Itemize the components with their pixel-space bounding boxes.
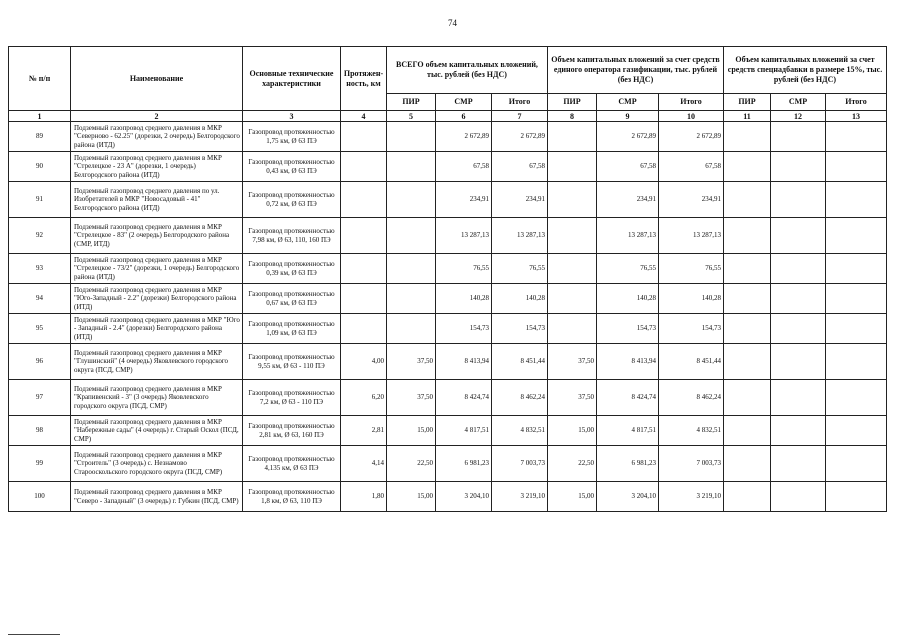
total-pir <box>387 254 436 284</box>
operator-itogo: 8 451,44 <box>659 344 724 380</box>
total-smr: 8 424,74 <box>436 380 492 416</box>
special-itogo <box>826 284 887 314</box>
special-pir <box>724 446 771 482</box>
header-special-investment: Объем капитальных вложений за счет средств спецнадбавки в размере 15%, тыс. рублей (без НДС) <box>724 47 887 94</box>
operator-pir <box>548 284 597 314</box>
total-pir: 22,50 <box>387 446 436 482</box>
technical-characteristics: Газопровод протяженностью 9,55 км, Ø 63 - 110 ПЭ <box>243 344 341 380</box>
total-itogo: 2 672,89 <box>492 122 548 152</box>
special-itogo <box>826 254 887 284</box>
special-itogo <box>826 218 887 254</box>
table-row <box>9 152 887 182</box>
row-number: 90 <box>9 152 71 182</box>
total-itogo: 67,58 <box>492 152 548 182</box>
table-row <box>9 122 887 152</box>
header-itogo: Итого <box>492 94 548 111</box>
object-name: Подземный газопровод среднего давления в МКР "Крапивенский - 3" (3 очередь) Яковлевского городского округа (ПСД, СМР) <box>71 380 243 416</box>
technical-characteristics: Газопровод протяженностью 1,8 км, Ø 63, 110 ПЭ <box>243 482 341 512</box>
operator-pir <box>548 254 597 284</box>
total-smr: 67,58 <box>436 152 492 182</box>
operator-itogo: 3 219,10 <box>659 482 724 512</box>
technical-characteristics: Газопровод протяженностью 7,2 км, Ø 63 - 110 ПЭ <box>243 380 341 416</box>
operator-pir <box>548 314 597 344</box>
table-row <box>9 344 887 380</box>
total-smr: 76,55 <box>436 254 492 284</box>
special-itogo <box>826 314 887 344</box>
length-km: 4,14 <box>341 446 387 482</box>
special-smr <box>771 254 826 284</box>
total-itogo: 8 462,24 <box>492 380 548 416</box>
header-length: Протяжен-ность, км <box>341 47 387 111</box>
object-name: Подземный газопровод среднего давления в МКР "Набережные сады" (4 очередь) г. Старый Оскол (ПСД, СМР) <box>71 416 243 446</box>
technical-characteristics: Газопровод протяженностью 1,09 км, Ø 63 ПЭ <box>243 314 341 344</box>
operator-itogo: 2 672,89 <box>659 122 724 152</box>
total-smr: 2 672,89 <box>436 122 492 152</box>
special-itogo <box>826 182 887 218</box>
column-number: 10 <box>659 111 724 122</box>
technical-characteristics: Газопровод протяженностью 0,72 км, Ø 63 ПЭ <box>243 182 341 218</box>
operator-smr: 4 817,51 <box>597 416 659 446</box>
total-itogo: 154,73 <box>492 314 548 344</box>
special-smr <box>771 122 826 152</box>
column-number: 13 <box>826 111 887 122</box>
object-name: Подземный газопровод среднего давления в МКР "Юго - Западный - 2.4" (дорезки) Белгородского района (ИТД) <box>71 314 243 344</box>
row-number: 95 <box>9 314 71 344</box>
special-itogo <box>826 344 887 380</box>
special-pir <box>724 254 771 284</box>
operator-smr: 6 981,23 <box>597 446 659 482</box>
header-operator-investment: Объем капитальных вложений за счет средств единого оператора газификации, тыс. рублей (без НДС) <box>548 47 724 94</box>
special-smr <box>771 344 826 380</box>
column-number: 2 <box>71 111 243 122</box>
total-itogo: 140,28 <box>492 284 548 314</box>
object-name: Подземный газопровод среднего давления в МКР "Строитель" (3 очередь) с. Незнамово Старооскольского городского округа (ПСД, СМР) <box>71 446 243 482</box>
column-number: 3 <box>243 111 341 122</box>
row-number: 93 <box>9 254 71 284</box>
row-number: 96 <box>9 344 71 380</box>
total-itogo: 8 451,44 <box>492 344 548 380</box>
column-number: 6 <box>436 111 492 122</box>
operator-pir <box>548 152 597 182</box>
special-itogo <box>826 380 887 416</box>
header-pir: ПИР <box>548 94 597 111</box>
column-number: 9 <box>597 111 659 122</box>
special-smr <box>771 314 826 344</box>
total-smr: 4 817,51 <box>436 416 492 446</box>
header-characteristics: Основные технические характеристики <box>243 47 341 111</box>
length-km <box>341 182 387 218</box>
length-km <box>341 218 387 254</box>
total-pir: 37,50 <box>387 380 436 416</box>
special-smr <box>771 284 826 314</box>
header-name: Наименование <box>71 47 243 111</box>
total-smr: 234,91 <box>436 182 492 218</box>
special-pir <box>724 152 771 182</box>
operator-pir <box>548 122 597 152</box>
length-km: 1,80 <box>341 482 387 512</box>
row-number: 97 <box>9 380 71 416</box>
special-smr <box>771 446 826 482</box>
technical-characteristics: Газопровод протяженностью 0,39 км, Ø 63 ПЭ <box>243 254 341 284</box>
technical-characteristics: Газопровод протяженностью 4,135 км, Ø 63 ПЭ <box>243 446 341 482</box>
special-pir <box>724 344 771 380</box>
special-smr <box>771 416 826 446</box>
operator-smr: 2 672,89 <box>597 122 659 152</box>
special-smr <box>771 380 826 416</box>
column-number-row <box>9 111 887 122</box>
table-row <box>9 482 887 512</box>
table-row <box>9 182 887 218</box>
column-number: 8 <box>548 111 597 122</box>
special-itogo <box>826 122 887 152</box>
operator-itogo: 234,91 <box>659 182 724 218</box>
total-pir <box>387 182 436 218</box>
operator-itogo: 13 287,13 <box>659 218 724 254</box>
header-pir: ПИР <box>387 94 436 111</box>
total-itogo: 13 287,13 <box>492 218 548 254</box>
header-total-investment: ВСЕГО объем капитальных вложений, тыс. рублей (без НДС) <box>387 47 548 94</box>
technical-characteristics: Газопровод протяженностью 0,43 км, Ø 63 ПЭ <box>243 152 341 182</box>
special-smr <box>771 182 826 218</box>
object-name: Подземный газопровод среднего давления в МКР "Стрелецкое - 73/2" (дорезки, 1 очередь) Белгородского района (ИТД) <box>71 254 243 284</box>
special-pir <box>724 284 771 314</box>
total-pir: 37,50 <box>387 344 436 380</box>
operator-itogo: 8 462,24 <box>659 380 724 416</box>
header-itogo: Итого <box>659 94 724 111</box>
object-name: Подземный газопровод среднего давления в МКР "Северново - 62.25" (дорезки, 2 очередь) Белгородского района (ИТД) <box>71 122 243 152</box>
table-row <box>9 446 887 482</box>
operator-itogo: 140,28 <box>659 284 724 314</box>
special-smr <box>771 482 826 512</box>
table-row <box>9 254 887 284</box>
special-smr <box>771 218 826 254</box>
total-smr: 6 981,23 <box>436 446 492 482</box>
special-itogo <box>826 482 887 512</box>
total-pir: 15,00 <box>387 482 436 512</box>
operator-smr: 67,58 <box>597 152 659 182</box>
column-number: 12 <box>771 111 826 122</box>
technical-characteristics: Газопровод протяженностью 1,75 км, Ø 63 ПЭ <box>243 122 341 152</box>
special-pir <box>724 416 771 446</box>
total-itogo: 7 003,73 <box>492 446 548 482</box>
operator-pir: 15,00 <box>548 482 597 512</box>
table-row <box>9 314 887 344</box>
technical-characteristics: Газопровод протяженностью 2,81 км, Ø 63, 160 ПЭ <box>243 416 341 446</box>
operator-smr: 8 424,74 <box>597 380 659 416</box>
operator-pir: 22,50 <box>548 446 597 482</box>
capital-investment-table <box>8 46 887 512</box>
header-itogo: Итого <box>826 94 887 111</box>
operator-smr: 140,28 <box>597 284 659 314</box>
column-number: 5 <box>387 111 436 122</box>
length-km <box>341 122 387 152</box>
footer-rule <box>8 634 60 635</box>
row-number: 99 <box>9 446 71 482</box>
operator-itogo: 67,58 <box>659 152 724 182</box>
length-km: 6,20 <box>341 380 387 416</box>
object-name: Подземный газопровод среднего давления по ул. Изобретателей в МКР "Новосадовый - 41" Белгородского района (ИТД) <box>71 182 243 218</box>
total-itogo: 234,91 <box>492 182 548 218</box>
length-km: 2,81 <box>341 416 387 446</box>
table-row <box>9 416 887 446</box>
operator-smr: 3 204,10 <box>597 482 659 512</box>
column-number: 7 <box>492 111 548 122</box>
operator-smr: 8 413,94 <box>597 344 659 380</box>
total-pir <box>387 122 436 152</box>
row-number: 89 <box>9 122 71 152</box>
special-pir <box>724 482 771 512</box>
special-pir <box>724 218 771 254</box>
object-name: Подземный газопровод среднего давления в МКР "Юго-Западный - 2.2" (дорезки) Белгородского района (ИТД) <box>71 284 243 314</box>
operator-smr: 13 287,13 <box>597 218 659 254</box>
operator-pir: 37,50 <box>548 380 597 416</box>
object-name: Подземный газопровод среднего давления в МКР "Глушинский" (4 очередь) Яковлевского городского округа (ПСД, СМР) <box>71 344 243 380</box>
operator-itogo: 154,73 <box>659 314 724 344</box>
total-pir: 15,00 <box>387 416 436 446</box>
operator-pir <box>548 218 597 254</box>
operator-smr: 234,91 <box>597 182 659 218</box>
operator-smr: 154,73 <box>597 314 659 344</box>
page-number: 74 <box>448 18 457 28</box>
total-smr: 3 204,10 <box>436 482 492 512</box>
technical-characteristics: Газопровод протяженностью 0,67 км, Ø 63 ПЭ <box>243 284 341 314</box>
special-itogo <box>826 446 887 482</box>
total-smr: 13 287,13 <box>436 218 492 254</box>
total-itogo: 4 832,51 <box>492 416 548 446</box>
total-itogo: 3 219,10 <box>492 482 548 512</box>
operator-pir: 15,00 <box>548 416 597 446</box>
operator-pir: 37,50 <box>548 344 597 380</box>
special-itogo <box>826 416 887 446</box>
operator-smr: 76,55 <box>597 254 659 284</box>
row-number: 100 <box>9 482 71 512</box>
table-row <box>9 218 887 254</box>
special-smr <box>771 152 826 182</box>
length-km <box>341 152 387 182</box>
header-smr: СМР <box>771 94 826 111</box>
length-km <box>341 284 387 314</box>
header-smr: СМР <box>436 94 492 111</box>
total-smr: 154,73 <box>436 314 492 344</box>
row-number: 92 <box>9 218 71 254</box>
length-km: 4,00 <box>341 344 387 380</box>
object-name: Подземный газопровод среднего давления в МКР "Стрелецкое - 23 А" (дорезки, 1 очередь) Белгородского района (ИТД) <box>71 152 243 182</box>
header-num: № п/п <box>9 47 71 111</box>
technical-characteristics: Газопровод протяженностью 7,98 км, Ø 63, 110, 160 ПЭ <box>243 218 341 254</box>
total-pir <box>387 284 436 314</box>
header-pir: ПИР <box>724 94 771 111</box>
length-km <box>341 314 387 344</box>
special-pir <box>724 182 771 218</box>
row-number: 94 <box>9 284 71 314</box>
special-pir <box>724 122 771 152</box>
row-number: 98 <box>9 416 71 446</box>
length-km <box>341 254 387 284</box>
total-smr: 8 413,94 <box>436 344 492 380</box>
total-pir <box>387 314 436 344</box>
total-pir <box>387 152 436 182</box>
operator-pir <box>548 182 597 218</box>
header-smr: СМР <box>597 94 659 111</box>
operator-itogo: 7 003,73 <box>659 446 724 482</box>
row-number: 91 <box>9 182 71 218</box>
operator-itogo: 4 832,51 <box>659 416 724 446</box>
object-name: Подземный газопровод среднего давления в МКР "Северо - Западный" (3 очередь) г. Губкин (ПСД, СМР) <box>71 482 243 512</box>
column-number: 1 <box>9 111 71 122</box>
object-name: Подземный газопровод среднего давления в МКР "Стрелецкое - 83" (2 очередь) Белгородского района (СМР, ИТД) <box>71 218 243 254</box>
table-row <box>9 380 887 416</box>
special-pir <box>724 380 771 416</box>
column-number: 4 <box>341 111 387 122</box>
special-pir <box>724 314 771 344</box>
total-pir <box>387 218 436 254</box>
operator-itogo: 76,55 <box>659 254 724 284</box>
table-row <box>9 284 887 314</box>
special-itogo <box>826 152 887 182</box>
total-itogo: 76,55 <box>492 254 548 284</box>
total-smr: 140,28 <box>436 284 492 314</box>
column-number: 11 <box>724 111 771 122</box>
